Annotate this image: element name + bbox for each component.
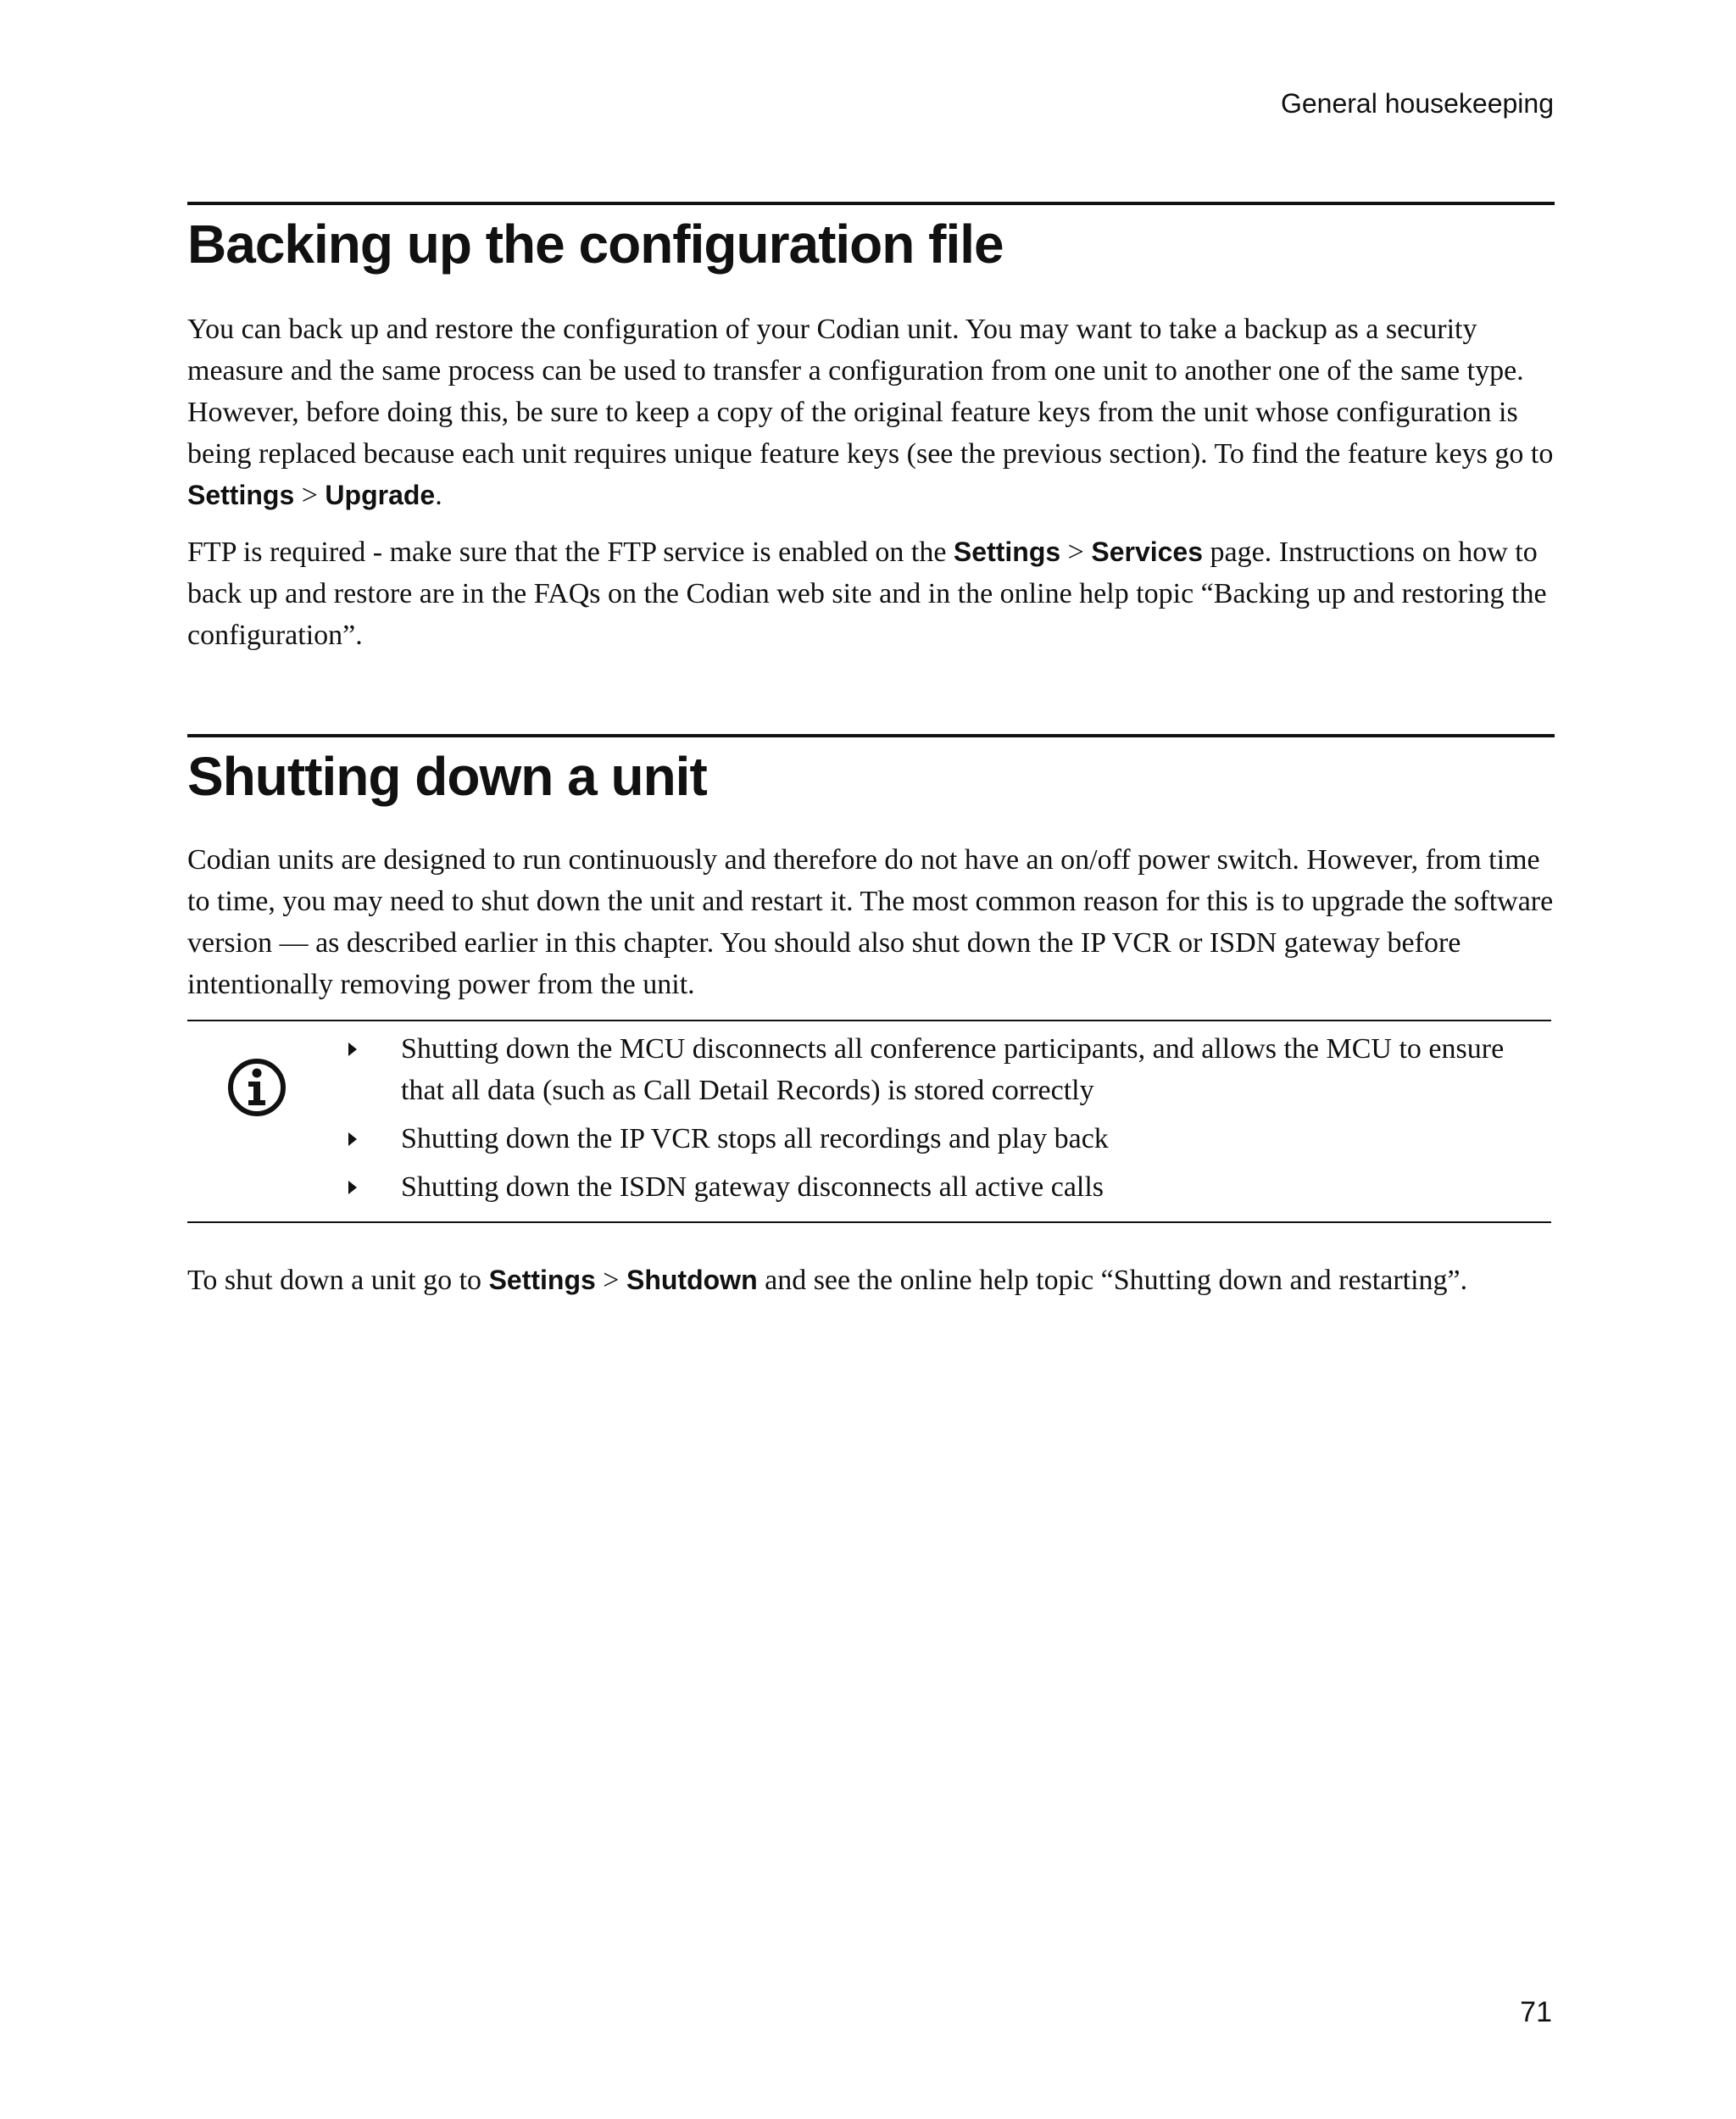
- paragraph-text: FTP is required - make sure that the FTP service is enabled on the: [187, 536, 954, 568]
- section-divider: [187, 734, 1555, 737]
- section-title: Backing up the configuration file: [187, 214, 1004, 275]
- note-item: [348, 1166, 1543, 1208]
- running-header: General housekeeping: [1280, 88, 1554, 119]
- note-list: [348, 1028, 1543, 1215]
- paragraph: [187, 531, 1555, 656]
- section-title: Shutting down a unit: [187, 746, 707, 807]
- paragraph: Codian units are designed to run continuously and therefore do not have an on/off power switch. However, from time to time, you may need to shut down the unit and restart it. The most common reason for this is to upgrade the software version — as described earlier in this chapter. You should also shut down the IP VCR or ISDN gateway before intentionally removing power from the unit.: [187, 843, 1554, 1000]
- bullet-arrow-icon: [348, 1181, 357, 1194]
- note-item-text: Shutting down the MCU disconnects all conference participants, and allows the MCU to ensure that all data (such as Call Detail Records) is stored correctly: [401, 1033, 1505, 1106]
- path-separator: >: [294, 479, 326, 511]
- page-number: 71: [1520, 1996, 1552, 2028]
- bullet-arrow-icon: [348, 1043, 357, 1056]
- section-divider: [187, 202, 1555, 205]
- ui-path-upgrade: Upgrade: [325, 479, 436, 510]
- ui-path-settings: Settings: [488, 1265, 596, 1295]
- paragraph: [187, 309, 1555, 516]
- note-item-text: Shutting down the IP VCR stops all recordings and play back: [401, 1123, 1109, 1154]
- note-box: [187, 1020, 1551, 1223]
- paragraph-text: and see the online help topic “Shutting down and restarting”.: [757, 1265, 1468, 1296]
- path-separator: >: [1060, 536, 1092, 568]
- ui-path-settings: Settings: [187, 479, 295, 510]
- path-separator: >: [595, 1265, 626, 1296]
- ui-path-settings: Settings: [953, 536, 1061, 567]
- closing-paragraph: [187, 1260, 1555, 1301]
- note-item: [348, 1118, 1543, 1160]
- note-item: [348, 1028, 1543, 1111]
- ui-path-shutdown: Shutdown: [626, 1265, 758, 1295]
- section-backing-up: [187, 202, 1555, 656]
- info-icon: [226, 1057, 287, 1118]
- ui-path-services: Services: [1091, 536, 1204, 567]
- section-shutting-down: [187, 734, 1555, 1005]
- paragraph-text: You can back up and restore the configuration of your Codian unit. You may want to take a backup as a security measure and the same process can be used to transfer a configuration from one unit to another one of the same type. However, before doing this, be sure to keep a copy of the original feature keys from the unit whose configuration is being replaced because each unit requires unique feature keys (see the previous section). To find the feature keys go to: [187, 313, 1554, 470]
- bullet-arrow-icon: [348, 1132, 357, 1146]
- paragraph-text: page. Instructions on how to back up and restore are in the FAQs on the Codian web site and in the online help topic “Backing up and restoring the configuration”.: [187, 536, 1547, 651]
- paragraph-text: .: [435, 479, 442, 511]
- note-item-text: Shutting down the ISDN gateway disconnects all active calls: [401, 1171, 1104, 1203]
- paragraph-text: To shut down a unit go to: [187, 1265, 489, 1296]
